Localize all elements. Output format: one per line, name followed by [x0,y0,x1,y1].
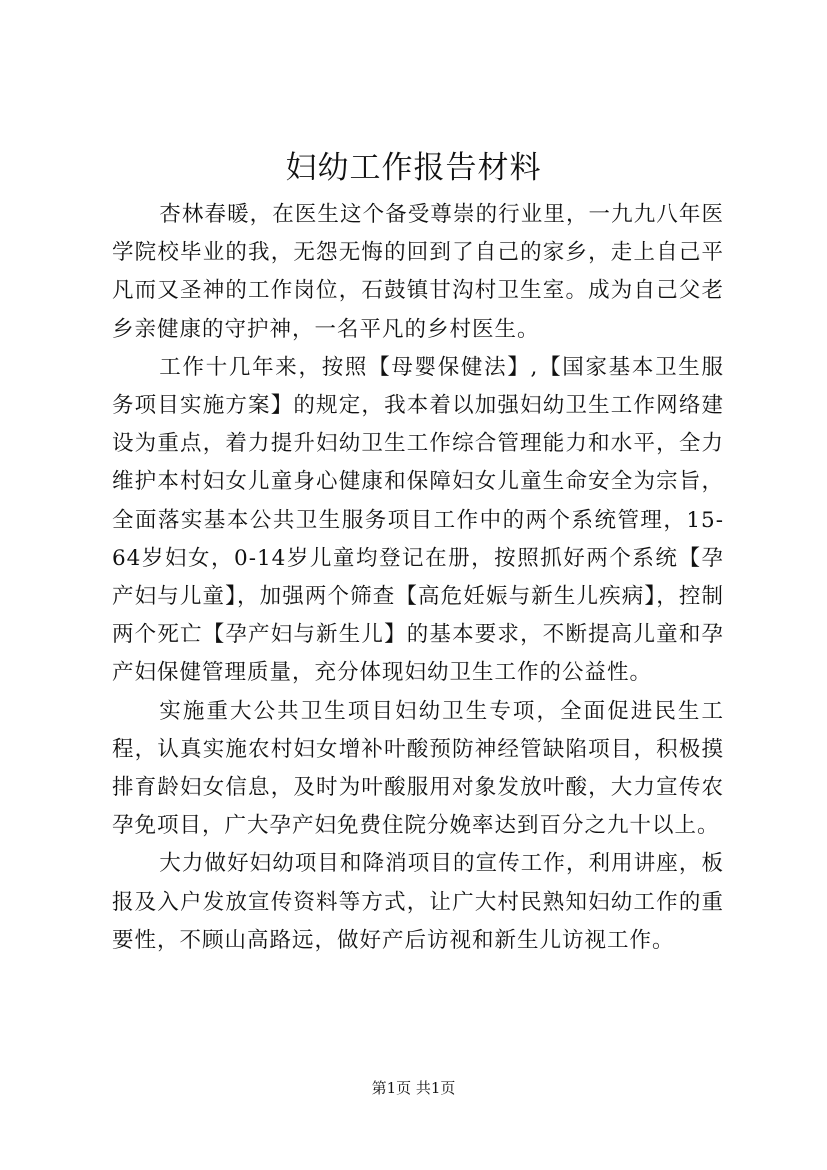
page-title: 妇幼工作报告材料 [285,150,542,186]
paragraph-1: 杏林春暖，在医生这个备受尊崇的行业里，一九九八年医学院校毕业的我，无怨无悔的回到了自己的家乡，走上自己平凡而又圣神的工作岗位，石鼓镇甘沟村卫生室。成为自己父老乡亲健康的守护神，一名平凡的乡村医生。 [112,202,724,342]
paragraph-2: 工作十几年来，按照【母婴保健法】,【国家基本卫生服务项目实施方案】的规定，我本着以加强妇幼卫生工作网络建设为重点，着力提升妇幼卫生工作综合管理能力和水平，全力维护本村妇女儿童身心健康和保障妇女儿童生命安全为宗旨，全面落实基本公共卫生服务项目工作中的两个系统管理，15-64岁妇女，0-14岁儿童均登记在册，按照抓好两个系统【孕产妇与儿童】，加强两个筛查【高危妊娠与新生儿疾病】，控制两个死亡【孕产妇与新生儿】的基本要求，不断提高儿童和孕产妇保健管理质量，充分体现妇幼卫生工作的公益性。 [112,354,724,686]
page-footer: 第1页 共1页 [371,1079,456,1097]
paragraph-4: 大力做好妇幼项目和降消项目的宣传工作，利用讲座，板报及入户发放宣传资料等方式，让广大村民熟知妇幼工作的重要性，不顾山高路远，做好产后访视和新生儿访视工作。 [112,851,724,953]
paragraph-3: 实施重大公共卫生项目妇幼卫生专项，全面促进民生工程，认真实施农村妇女增补叶酸预防神经管缺陷项目，积极摸排育龄妇女信息，及时为叶酸服用对象发放叶酸，大力宣传农孕免项目，广大孕产妇免费住院分娩率达到百分之九十以上。 [112,698,724,839]
document-body [112,196,724,960]
